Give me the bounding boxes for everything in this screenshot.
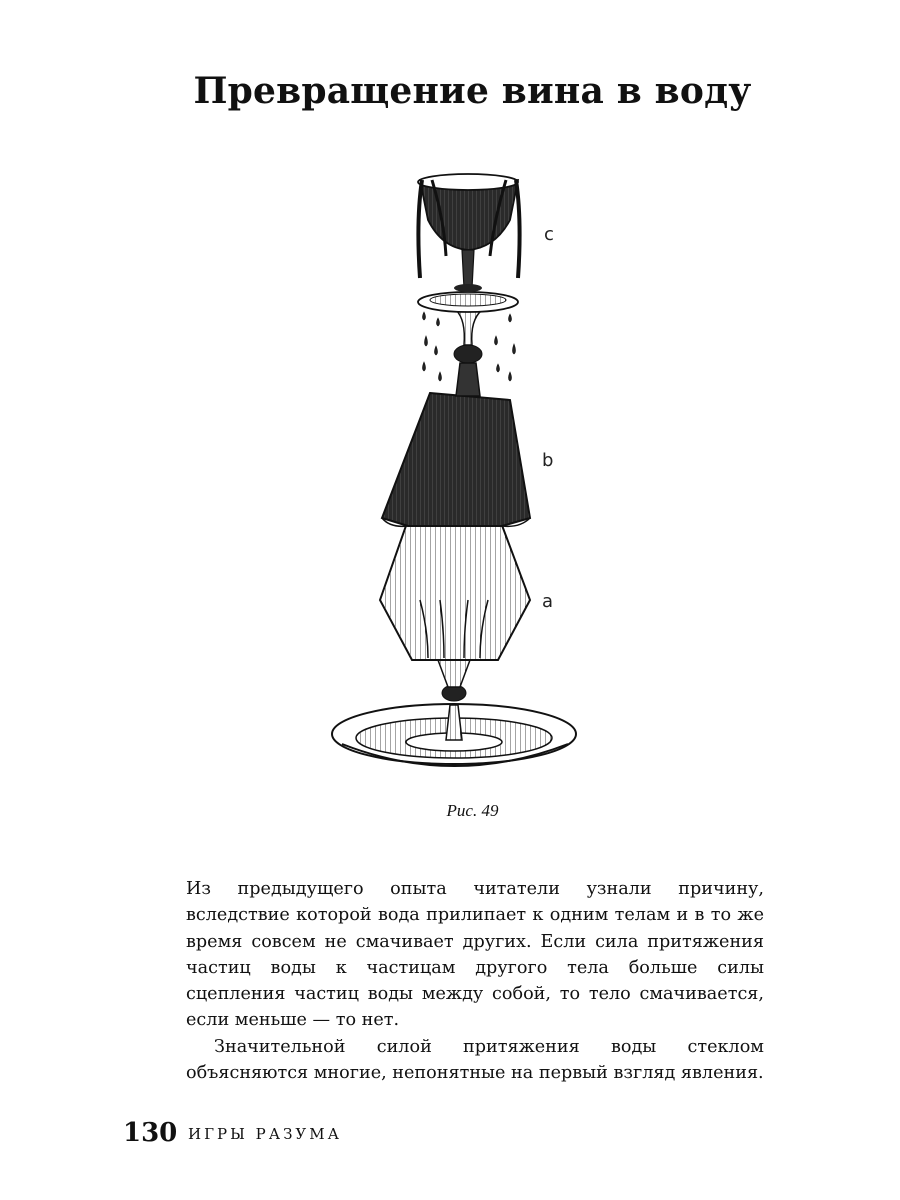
glass-c-stem (454, 310, 482, 396)
page-number: 130 (123, 1118, 178, 1148)
glass-illustration (320, 160, 620, 790)
figure-caption: Рис. 49 (446, 801, 499, 820)
paragraph-1: Из предыдущего опыта читатели узнали причину, вследствие которой вода прилипает к одним телам и в то же время совсем не смачивает других. Если сила притяжения частиц воды к частицам другого тела больше силы сцепления частиц воды между собой, то тело смачивается, если меньше — то нет. (186, 879, 764, 1031)
glass-a (380, 520, 530, 660)
figure-label-c: c (544, 224, 554, 245)
glass-b (382, 393, 530, 526)
figure-label-b: b (542, 450, 554, 471)
figure-label-a: a (542, 591, 554, 612)
running-title: ИГРЫ РАЗУМА (188, 1125, 342, 1143)
paragraph-2: Значительной силой притяжения воды стеклом объясняются многие, непонятные на первый взгляд явления. (186, 1036, 764, 1084)
glass-c (418, 174, 520, 292)
page-title: Превращение вина в воду (193, 70, 752, 112)
saucer-middle (418, 292, 518, 312)
body-text (186, 876, 764, 1086)
